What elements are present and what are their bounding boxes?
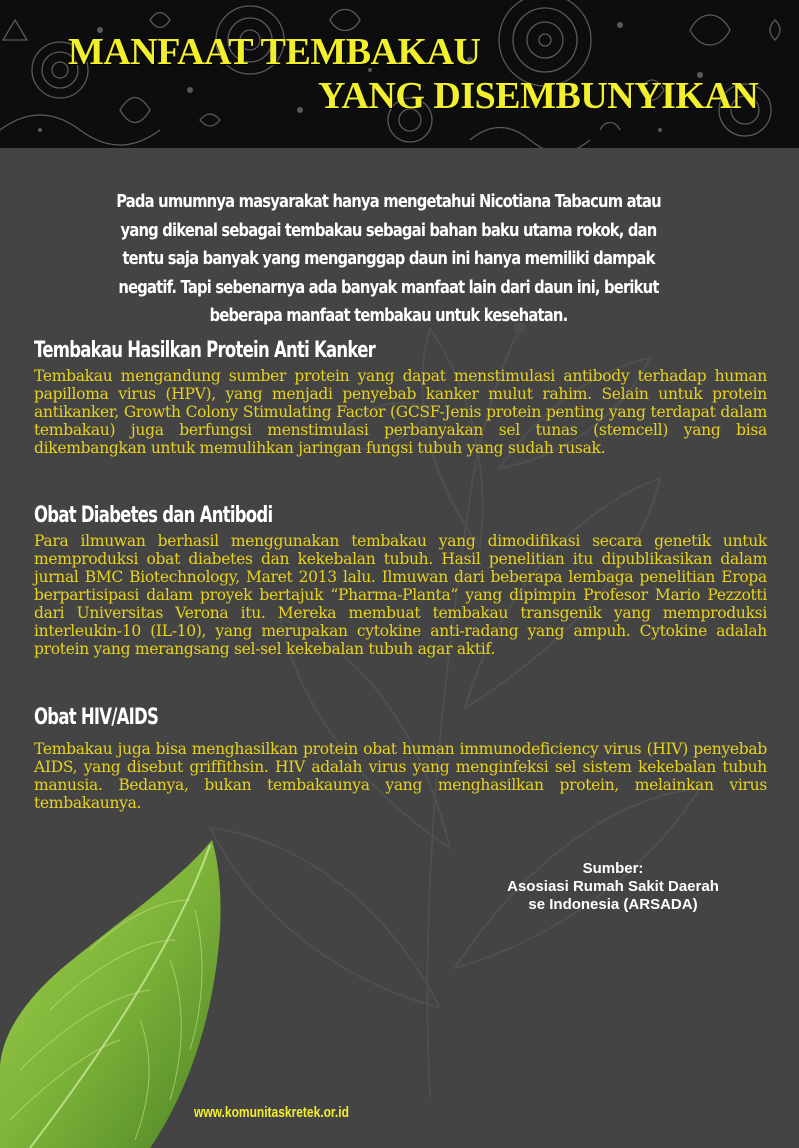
section-title: Tembakau Hasilkan Protein Anti Kanker [34, 338, 376, 363]
intro-paragraph: Pada umumnya masyarakat hanya mengetahui Nicotiana Tabacum atau yang dikenal sebagai tembakau sebagai bahan baku utama rokok, dan tentu saja banyak yang menganggap daun ini hanya memiliki dampak negatif. Tapi sebenarnya ada banyak manfaat lain dari daun ini, berikut beberapa manfaat tembakau untuk kesehatan. [116, 191, 661, 326]
title-line-1: MANFAAT TEMBAKAU [68, 31, 481, 73]
source-organization-abbrev: se Indonesia (ARSADA) [528, 896, 698, 913]
section-anti-cancer [34, 338, 767, 457]
tobacco-leaf-image [0, 840, 230, 1148]
header-banner [0, 0, 799, 148]
section-body: Tembakau mengandung sumber protein yang dapat menstimulasi antibody terhadap human papilloma virus (HPV), yang menjadi penyebab kanker mulut rahim. Selain untuk protein antikanker, Growth Colony Stimulating Factor (GCSF-Jenis protein penting yang terdapat dalam tembakau) juga berfungsi menstimulasi perbanyakan sel tunas (stemcell) yang bisa dikembangkan untuk memulihkan jaringan fungsi tubuh yang sudah rusak. [34, 367, 767, 457]
title-line-2: YANG DISEMBUNYIKAN [318, 75, 759, 117]
section-body: Para ilmuwan berhasil menggunakan tembakau yang dimodifikasi secara genetik untuk memproduksi obat diabetes dan kekebalan tubuh. Hasil penelitian itu dipublikasikan dalam jurnal BMC Biotechnology, Maret 2013 lalu. Ilmuwan dari beberapa lembaga penelitian Eropa berpartisipasi dalam proyek bertajuk “Pharma-Planta” yang dipimpin Profesor Mario Pezzotti dari Universitas Verona itu. Mereka membuat tembakau transgenik yang memproduksi interleukin-10 (IL-10), yang merupakan cytokine anti-radang yang ampuh. Cytokine adalah protein yang merangsang sel-sel kekebalan tubuh agar aktif. [34, 532, 767, 658]
section-body: Tembakau juga bisa menghasilkan protein obat human immunodeficiency virus (HIV) penyebab AIDS, yang disebut griffithsin. HIV adalah virus yang menginfeksi sel sistem kekebalan tubuh manusia. Bedanya, bukan tembakaunya yang menghasilkan protein, melainkan virus tembakaunya. [34, 740, 767, 812]
section-title: Obat Diabetes dan Antibodi [34, 503, 273, 528]
section-hiv [34, 705, 767, 812]
website-link[interactable]: www.komunitaskretek.or.id [194, 1104, 349, 1121]
section-diabetes [34, 503, 767, 658]
source-organization: Asosiasi Rumah Sakit Daerah [507, 878, 719, 895]
section-title: Obat HIV/AIDS [34, 705, 159, 730]
source-label: Sumber: [582, 860, 644, 877]
source-credit [500, 860, 726, 914]
